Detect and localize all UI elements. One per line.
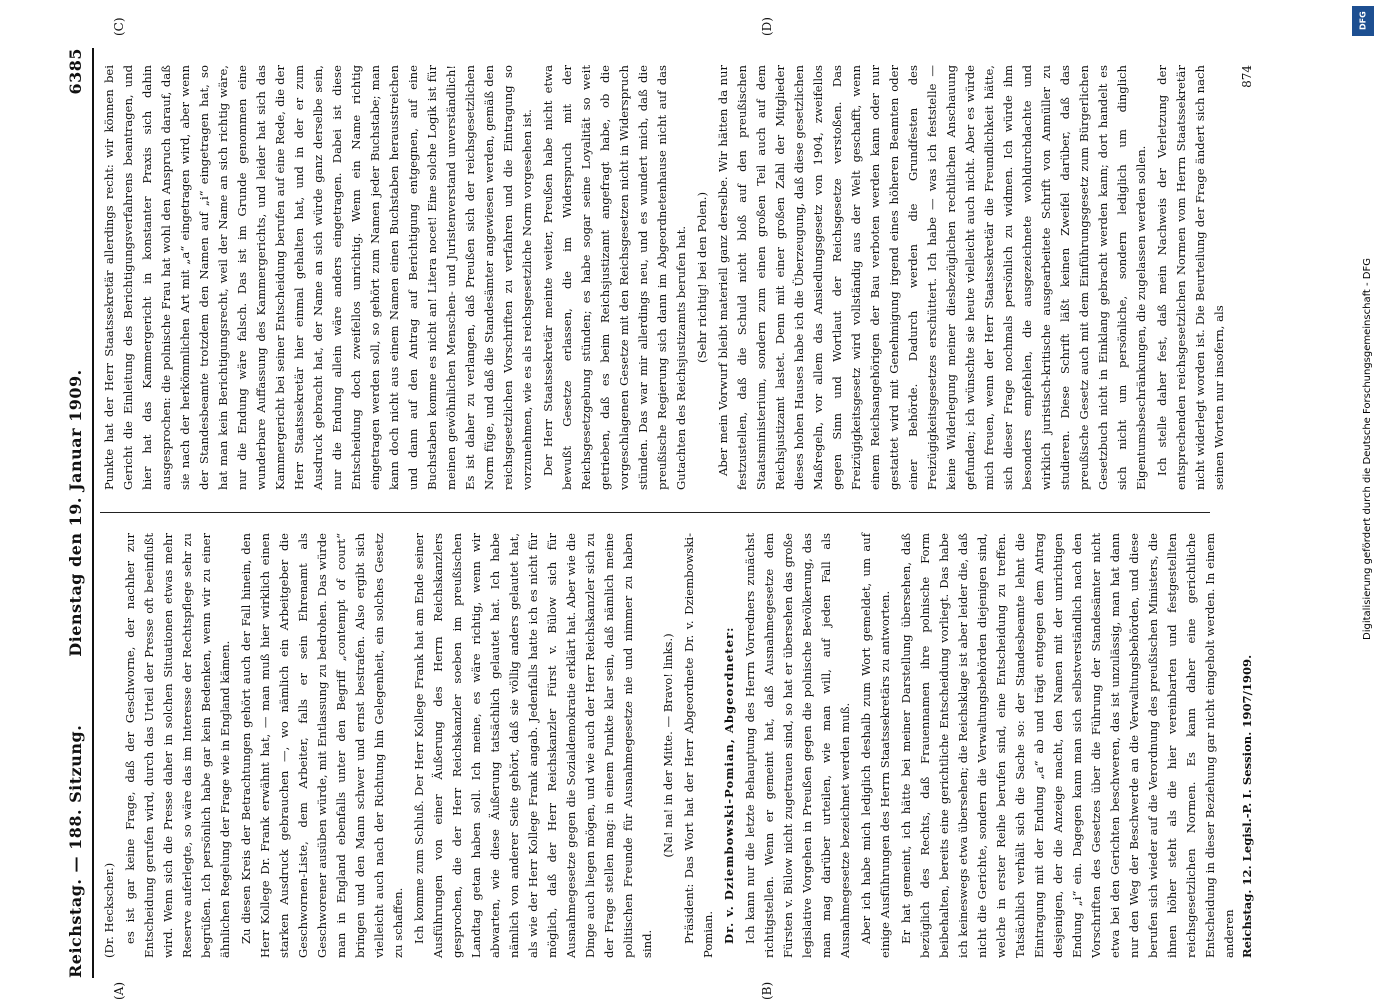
page-number: 6385 [66, 48, 85, 95]
left-column [100, 533, 1241, 958]
right-column [100, 65, 1231, 490]
paragraph: Zu diesen Kreis der Betrachtungen gehört auch der Fall hinein, den Herr Kollege Dr. Frank erwähnt hat, — man muß hier wirklich einen starken Ausdruck gebrauchen —, wo nämlich ein Arbeitgeber die Geschwornen-Liste, dem Arbeiter, falls er sein Ehrenamt als Geschworener ausüben würde, mit Entlassung zu bedrohen. Das würde man in England ebenfalls unter den Begriff „contempt of court“ bringen und den Mann schwer und ernst bestrafen. Also ergibt sich vielleicht auch nach der Richtung hin Gelegenheit, ein solches Gesetz zu schaffen. [239, 533, 405, 958]
rotated-printed-page [60, 17, 1330, 1000]
margin-mark-b: (B) [760, 981, 774, 1000]
margin-mark-d: (D) [760, 17, 774, 36]
running-header [60, 48, 92, 978]
dfg-logo-icon: DFG [1352, 6, 1374, 36]
paragraph: Aber mein Vorwurf bleibt materiell ganz derselbe. Wir hätten da nur festzustellen, daß die Schuld nicht bloß auf den preußischen Staatsministerium, sondern zum einen großen Teil auch auf dem Reichsjustizamt lastet. Denn mit einer großen Zahl der Mitglieder dieses hohen Hauses habe ich die Überzeugung, daß diese gesetzlichen Maßregeln, vor allem das Ansiedlungsgesetz von 1904, zweifellos gegen Sinn und Wortlaut der Reichsgesetze verstoßen. Das Freizügigkeitsgesetz wird vollständig aus der Welt geschafft, wenn einem Reichsangehörigen der Bau verboten werden kann oder nur gestattet wird mit Genehmigung irgend eines höheren Beamten oder einer Behörde. Dadurch werden die Grundfesten des Freizügigkeitsgesetzes erschüttert. Ich habe — was ich feststelle — keine Widerlegung meiner diesbezüglichen rechtlichen Anschauung gefunden; ich wünschte sie heute vielleicht auch nicht. Aber es würde mich freuen, wenn der Herr Staatssekretär die Freundlichkeit hätte, sich dieser Frage nochmals persönlich zu widmen. Ich würde ihm besonders empfehlen, die ausgezeichnete wohldurchdachte und wirklich juristisch-kritische ausgearbeitete Schrift von Anmüller zu studieren. Diese Schrift läßt keinen Zweifel darüber, daß das preußische Gesetz auch mit dem Einführungsgesetz zum Bürgerlichen Gesetzbuch nicht in Einklang gebracht werden kann; dort handelt es sich nicht um persönliche, sondern lediglich um dinglich Eigentumsbeschränkungen, die zugelassen werden sollen. [716, 65, 1148, 490]
margin-mark-a: (A) [112, 981, 126, 1000]
digitization-note: Digitalisierung gefördert durch die Deutsche Forschungsgemeinschaft - DFG [1362, 257, 1373, 640]
margin-mark-c: (C) [112, 17, 126, 36]
header-date: Dienstag den 19. Januar 1909. [66, 369, 85, 657]
paragraph: Er hat gemeint, ich hätte bei meiner Darstellung übersehen, daß bezüglich des Rechts, daß Frauennamen ihre polnische Form beibehalten, bereits eine gerichtliche Entscheidung vorliegt. Das habe ich keineswegs etwa übersehen; die Reichsklage ist aber leider die, daß nicht die Gerichte, sondern die Verwaltungsbehörden diejenigen sind, welche in erster Reihe berufen sind, eine Entscheidung zu treffen. Tatsächlich verhält sich die Sache so: der Standesbeamte lehnt die Eintragung mit der Endung „a“ ab und trägt entgegen dem Antrag desjenigen, der die Anzeige macht, den Namen mit der unrichtigen Endung „i“ ein. Dagegen kann man sich selbstverständlich nach den Vorschriften des Gesetzes über die Führung der Standesämter nicht etwa bei den Gerichten beschweren, das ist unzulässig, man hat dann nur den Weg der Beschwerde an die Verwaltungsbehörden, und diese berufen sich wieder auf die Verordnung des preußischen Ministers, die ihnen höher steht als die hier vereinbarten und festgestellten reichsgesetzlichen Normen. Es kann daher eine gerichtliche Entscheidung in dieser Beziehung gar nicht eingeholt werden. In einem anderen [899, 533, 1236, 958]
speaker-intro: Dr. v. Dziembowski-Pomian, Abgeordneter: [722, 626, 736, 944]
paragraph: Ich stelle daher fest, daß mein Nachweis der Verletzung der entsprechenden reichsgesetzlichen Normen vom Herrn Staatssekretär nicht widerlegt worden ist. Die Beurteilung der Frage ändert sich nach seinen Worten nur insofern, als [1155, 65, 1226, 490]
paragraph: Punkte hat der Herr Staatssekretär allerdings recht: wir können bei Gericht die Einleitung des Berichtigungsverfahrens beantragen, und hier hat das Kammergericht in konstanter Praxis sich dahin ausgesprochen: die polnische Frau hat wohl den Anspruch darauf, daß sie nach der herkömmlichen Art mit „a“ eingetragen wird, aber wenn der Standesbeamte trotzdem den Namen auf „i“ eingetragen hat, so hat man kein Berichtigungsrecht, weil der Name an sich richtig wäre, nur die Endung wäre falsch. Das ist im Grunde genommen eine wunderbare Auffassung des Kammergerichts, und leider hat sich das Kammergericht bei seiner Entscheidung berufen auf eine Rede, die der Herr Staatssekretär hier einmal gehalten hat, und in der er zum Ausdruck gebracht hat, der Name an sich würde ganz derselbe sein, nur die Endung allein wäre anders eingetragen. Dabei ist diese Entscheidung doch zweifellos unrichtig. Wenn ein Name richtig eingetragen werden soll, so gehört zum Namen jeder Buchstabe; man kann doch nicht aus einem Namen einen Buchstaben herausstreichen und dann auf den Antrag auf Berichtigung entgegnen, auf eine Buchstaben komme es nicht an! Litera nocet! Eine solche Logik ist für meinen gewöhnlichen Menschen- und Juristenverstand unverständlich! Es ist daher zu verlangen, daß Preußen sich der reichsgesetzlichen Norm füge, und daß die Standesämter angewiesen werden, gemäß den reichsgesetzlichen Vorschriften zu verfahren und die Eintragung so vorzunehmen, wie es als reichsgesetzliche Norm vorgesehen ist. [102, 65, 534, 490]
sheet-number: 874 [1240, 65, 1254, 88]
header-left: Reichstag. — 188. Sitzung. [66, 724, 85, 978]
president-line: Präsident: Das Wort hat der Herr Abgeordnete Dr. v. Dziembowski-Pomian. [682, 533, 715, 958]
paragraph: Aber ich habe mich lediglich deshalb zum Wort gemeldet, um auf einige Ausführungen des Herrn Staatssekretärs zu antworten. [859, 533, 892, 958]
paragraph: es ist gar keine Frage, daß der Geschworne, der nachher zur Entscheidung gerufen wird, durch das Urteil der Presse oft beeinflußt wird. Wenn sich die Presse daher in solchen Situationen etwas mehr Reserve auferlegte, so wäre das im Interesse der Rechtspflege sehr zu begrüßen. Ich persönlich habe gar kein Bedenken, wenn wir zu einer ähnlichen Regelung der Frage wie in England kämen. [123, 533, 232, 958]
paragraph: Ich komme zum Schluß. Der Herr Kollege Frank hat am Ende seiner Ausführungen von einer Äußerung des Herrn Reichskanzlers gesprochen, die der Herr Reichskanzler soeben im preußischen Landtag getan haben soll. Ich meine, es wäre richtig, wenn wir abwarten, wie diese Äußerung tatsächlich gelautet hat. Ich habe nämlich von anderer Seite gehört, daß sie völlig anders gelautet hat, als wie der Herr Kollege Frank angab. Jedenfalls hatte ich es nicht für möglich, daß der Herr Reichskanzler Fürst v. Bülow sich für Ausnahmegesetze gegen die Sozialdemokratie erklärt hat. Aber wie die Dinge auch liegen mögen, und wie auch der Herr Reichskanzler sich zu der Frage stellen mag: in einem Punkte klar sein, daß nämlich meine politischen Freunde für Ausnahmegesetze nie und nimmer zu haben sind. [412, 533, 654, 958]
header-rule [92, 48, 94, 978]
paragraph: Ich kann nur die letzte Behauptung des Herrn Vorredners zunächst richtigstellen. Wenn er gemeint hat, daß Ausnahmegesetze dem Fürsten v. Bülow nicht zugetrauen sind, so hat er übersehen das große legislative Vorgehen in Preußen gegen die polnische Bevölkerung, das man mag darüber urteilen, wie man will, auf jeden Fall als Ausnahmegesetze bezeichnet werden muß. [743, 533, 852, 958]
speaker-tag: (Dr. Heckscher.) [102, 862, 116, 958]
column-divider [100, 512, 1210, 513]
reaction-line: (Sehr richtig! bei den Polen.) [695, 191, 709, 364]
paragraph: Der Herr Staatssekretär meinte weiter, Preußen habe nicht etwa bewußt Gesetze erlassen, die im Widerspruch mit der Reichsgesetzgebung stünden; es habe sogar seine Loyalität so weit getrieben, daß es beim Reichsjustizamt angefragt habe, ob die vorgeschlagenen Gesetze mit den Reichsgesetzen nicht in Widerspruch stünden. Das war mir allerdings neu, und es wundert mich, daß die preußische Regierung sich dann im Abgeordnetenhause nicht auf das Gutachten des Reichsjustizamts berufen hat. [541, 65, 688, 490]
footer-session: Reichstag. 12. Legisl.-P. I. Session. 1907/1909. [1240, 654, 1254, 958]
reaction-line: (Na! na! in der Mitte. — Bravo! links.) [661, 633, 675, 858]
